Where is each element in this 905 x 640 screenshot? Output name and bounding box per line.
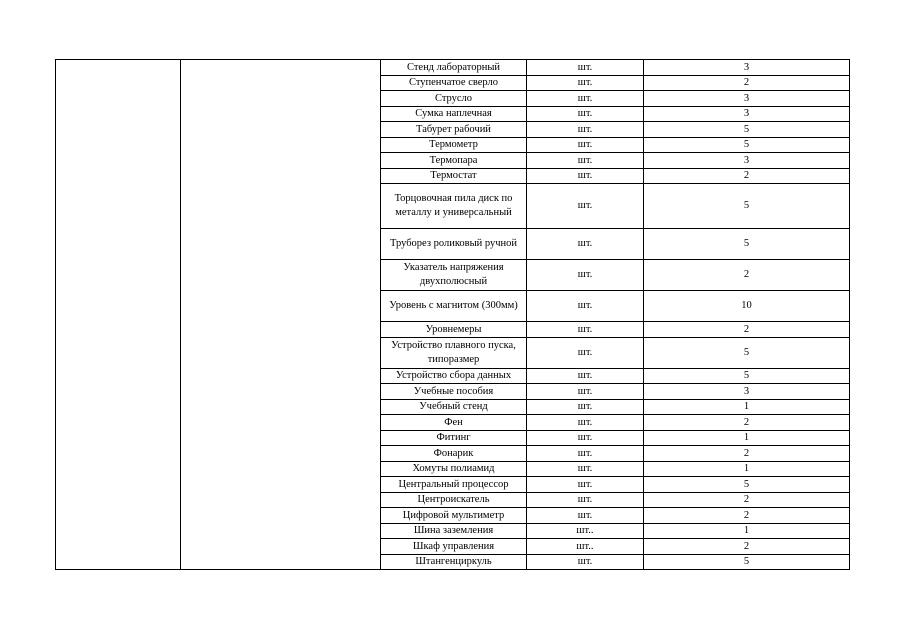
item-name-cell: Шина заземления bbox=[381, 523, 527, 539]
unit-cell: шт. bbox=[527, 184, 644, 229]
item-name-cell: Указатель напряжения двухполюсный bbox=[381, 260, 527, 291]
item-name-cell: Устройство плавного пуска, типоразмер bbox=[381, 337, 527, 368]
quantity-cell: 2 bbox=[644, 539, 850, 555]
quantity-cell: 3 bbox=[644, 153, 850, 169]
item-name-cell: Учебные пособия bbox=[381, 384, 527, 400]
item-name-cell: Труборез роликовый ручной bbox=[381, 229, 527, 260]
unit-cell: шт.. bbox=[527, 539, 644, 555]
unit-cell: шт. bbox=[527, 477, 644, 493]
unit-cell: шт. bbox=[527, 399, 644, 415]
quantity-cell: 3 bbox=[644, 91, 850, 107]
empty-merged-cell-2 bbox=[181, 60, 381, 570]
equipment-table bbox=[55, 59, 850, 570]
unit-cell: шт. bbox=[527, 168, 644, 184]
quantity-cell: 1 bbox=[644, 399, 850, 415]
unit-cell: шт. bbox=[527, 430, 644, 446]
item-name-cell: Струсло bbox=[381, 91, 527, 107]
item-name-cell: Термометр bbox=[381, 137, 527, 153]
item-name-cell: Ступенчатое сверло bbox=[381, 75, 527, 91]
unit-cell: шт. bbox=[527, 492, 644, 508]
unit-cell: шт. bbox=[527, 260, 644, 291]
item-name-cell: Шкаф управления bbox=[381, 539, 527, 555]
item-name-cell: Фонарик bbox=[381, 446, 527, 462]
quantity-cell: 2 bbox=[644, 322, 850, 338]
quantity-cell: 3 bbox=[644, 60, 850, 76]
table-row bbox=[56, 60, 850, 76]
item-name-cell: Термопара bbox=[381, 153, 527, 169]
quantity-cell: 3 bbox=[644, 106, 850, 122]
empty-merged-cell-1 bbox=[56, 60, 181, 570]
unit-cell: шт. bbox=[527, 75, 644, 91]
item-name-cell: Цифровой мультиметр bbox=[381, 508, 527, 524]
item-name-cell: Уровнемеры bbox=[381, 322, 527, 338]
item-name-cell: Уровень с магнитом (300мм) bbox=[381, 291, 527, 322]
item-name-cell: Устройство сбора данных bbox=[381, 368, 527, 384]
equipment-table-body bbox=[56, 60, 850, 570]
quantity-cell: 10 bbox=[644, 291, 850, 322]
quantity-cell: 5 bbox=[644, 554, 850, 570]
unit-cell: шт. bbox=[527, 384, 644, 400]
quantity-cell: 2 bbox=[644, 168, 850, 184]
quantity-cell: 1 bbox=[644, 461, 850, 477]
unit-cell: шт. bbox=[527, 322, 644, 338]
item-name-cell: Термостат bbox=[381, 168, 527, 184]
unit-cell: шт. bbox=[527, 137, 644, 153]
unit-cell: шт. bbox=[527, 60, 644, 76]
quantity-cell: 5 bbox=[644, 368, 850, 384]
quantity-cell: 5 bbox=[644, 122, 850, 138]
quantity-cell: 5 bbox=[644, 477, 850, 493]
quantity-cell: 2 bbox=[644, 446, 850, 462]
item-name-cell: Табурет рабочий bbox=[381, 122, 527, 138]
unit-cell: шт. bbox=[527, 91, 644, 107]
quantity-cell: 2 bbox=[644, 260, 850, 291]
unit-cell: шт.. bbox=[527, 523, 644, 539]
quantity-cell: 5 bbox=[644, 337, 850, 368]
quantity-cell: 2 bbox=[644, 492, 850, 508]
unit-cell: шт. bbox=[527, 508, 644, 524]
unit-cell: шт. bbox=[527, 153, 644, 169]
quantity-cell: 5 bbox=[644, 229, 850, 260]
item-name-cell: Центральный процессор bbox=[381, 477, 527, 493]
unit-cell: шт. bbox=[527, 337, 644, 368]
unit-cell: шт. bbox=[527, 446, 644, 462]
item-name-cell: Центроискатель bbox=[381, 492, 527, 508]
item-name-cell: Фен bbox=[381, 415, 527, 431]
item-name-cell: Хомуты полиамид bbox=[381, 461, 527, 477]
quantity-cell: 3 bbox=[644, 384, 850, 400]
unit-cell: шт. bbox=[527, 106, 644, 122]
quantity-cell: 1 bbox=[644, 430, 850, 446]
quantity-cell: 5 bbox=[644, 184, 850, 229]
unit-cell: шт. bbox=[527, 461, 644, 477]
unit-cell: шт. bbox=[527, 122, 644, 138]
item-name-cell: Учебный стенд bbox=[381, 399, 527, 415]
item-name-cell: Стенд лабораторный bbox=[381, 60, 527, 76]
unit-cell: шт. bbox=[527, 229, 644, 260]
unit-cell: шт. bbox=[527, 554, 644, 570]
item-name-cell: Фитинг bbox=[381, 430, 527, 446]
unit-cell: шт. bbox=[527, 415, 644, 431]
quantity-cell: 2 bbox=[644, 75, 850, 91]
unit-cell: шт. bbox=[527, 291, 644, 322]
item-name-cell: Торцовочная пила диск по металлу и универсальный bbox=[381, 184, 527, 229]
quantity-cell: 2 bbox=[644, 415, 850, 431]
quantity-cell: 5 bbox=[644, 137, 850, 153]
quantity-cell: 2 bbox=[644, 508, 850, 524]
item-name-cell: Штангенциркуль bbox=[381, 554, 527, 570]
quantity-cell: 1 bbox=[644, 523, 850, 539]
item-name-cell: Сумка наплечная bbox=[381, 106, 527, 122]
unit-cell: шт. bbox=[527, 368, 644, 384]
